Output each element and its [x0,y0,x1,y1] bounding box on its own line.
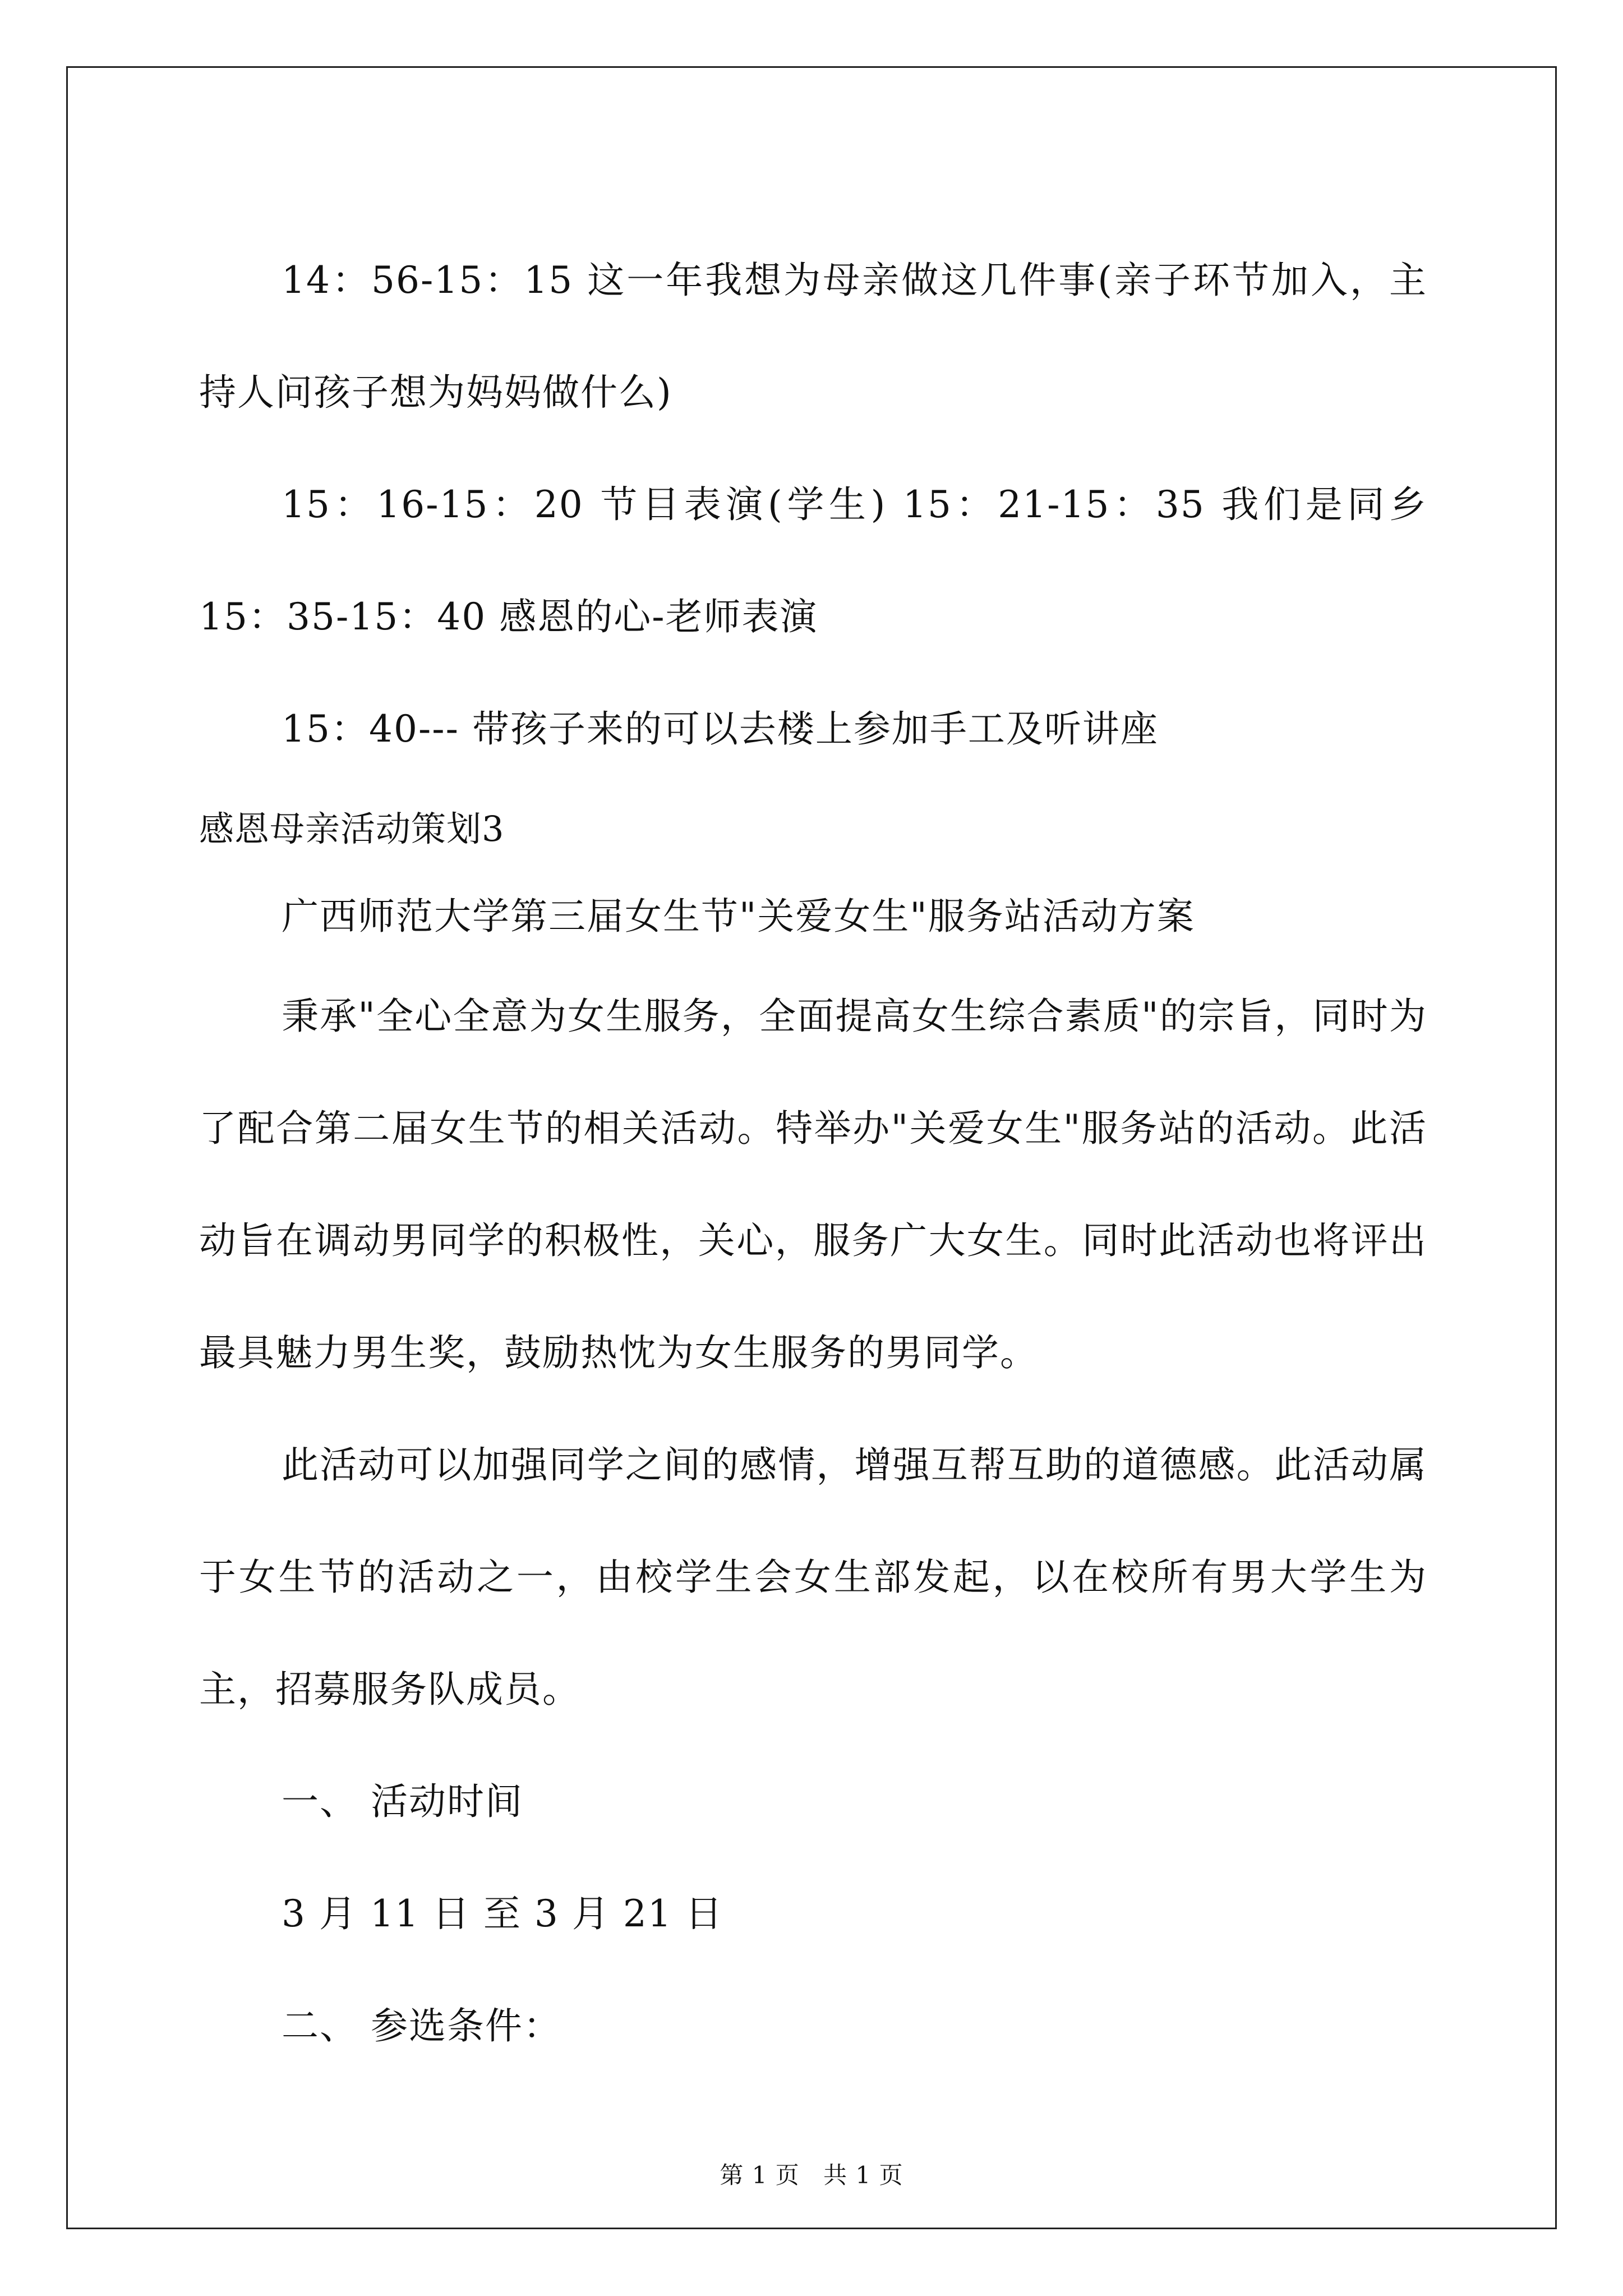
paragraph-title: 广西师范大学第三届女生节"关爱女生"服务站活动方案 [282,895,1195,938]
page-number: 第 1 页 [720,2161,800,2189]
section-heading: 感恩母亲活动策划3 [199,808,505,849]
page-total: 共 1 页 [823,2161,903,2189]
heading-eligibility: 二、 参选条件： [282,2004,561,2047]
paragraph-date-range: 3 月 11 日 至 3 月 21 日 [282,1892,723,1935]
paragraph-purpose: 秉承"全心全意为女生服务，全面提高女生综合素质"的宗旨，同时为了配合第二届女生节的相关活动。特举办"关爱女生"服务站的活动。此活动旨在调动男同学的积极性，关心，服务广大女生。同时此活动也将评出最具魅力男生奖，鼓励热忱为女生服务的男同学。 [199,995,1427,1374]
paragraph-description: 此活动可以加强同学之间的感情，增强互帮互助的道德感。此活动属于女生节的活动之一，由校学生会女生部发起，以在校所有男大学生为主，招募服务队成员。 [199,1443,1427,1711]
page-footer [0,2157,1623,2191]
paragraph-schedule-1: 14：56-15：15 这一年我想为母亲做这几件事(亲子环节加入，主持人问孩子想为妈妈做什么) [199,259,1427,414]
heading-activity-time: 一、 活动时间 [282,1780,523,1823]
document-body [199,224,1427,2082]
paragraph-schedule-3: 15：40--- 带孩子来的可以去楼上参加手工及听讲座 [282,707,1159,751]
paragraph-schedule-2: 15：16-15：20 节目表演(学生) 15：21-15：35 我们是同乡 15：35-15：40 感恩的心-老师表演 [199,483,1427,638]
